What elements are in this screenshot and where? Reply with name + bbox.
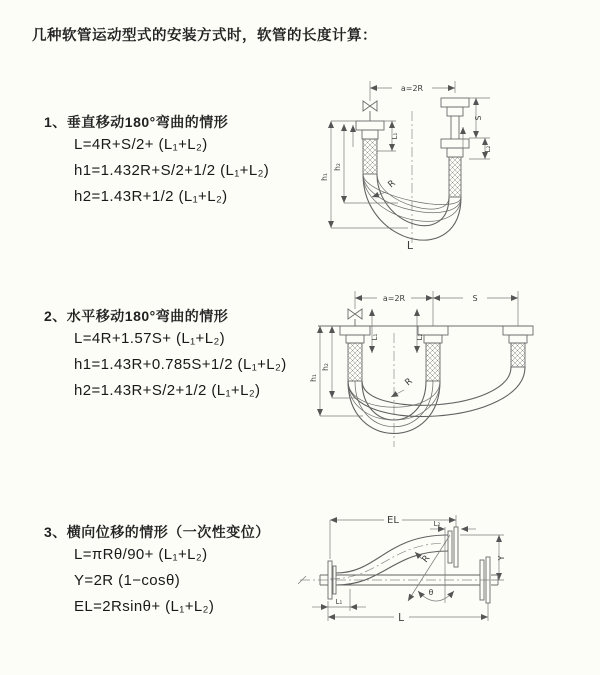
formula-line: L=πRθ/90+ (L₁+L₂)	[74, 546, 208, 563]
upper-flange	[448, 527, 458, 567]
dim-a2r-label: a=2R	[400, 84, 424, 93]
section-vertical-180	[44, 112, 269, 210]
section-3-heading: 3、横向位移的情形（一次性变位）	[44, 524, 270, 540]
dim-l1-label: L₁	[371, 333, 379, 341]
dim-s-label: S	[474, 115, 483, 121]
section-2-heading: 2、水平移动180°弯曲的情形	[44, 308, 229, 324]
dim-el-label: EL	[387, 515, 399, 526]
dim-h2-label: h₂	[321, 363, 330, 371]
radius-leader	[391, 390, 404, 397]
formula-line: h2=1.43R+1/2 (L₁+L₂)	[74, 188, 228, 205]
valve-icon	[363, 101, 377, 121]
diagram-horizontal-180-bend	[305, 283, 600, 458]
dim-length	[328, 603, 488, 621]
right-pipe-fitting	[441, 98, 469, 197]
dim-h2-label: h₂	[333, 163, 342, 171]
left-pipe-fitting	[340, 326, 370, 381]
radius-label: R	[403, 376, 415, 389]
angle-label: θ	[428, 588, 434, 597]
hose-straight	[298, 575, 494, 585]
formula-line: Y=2R (1−cosθ)	[74, 572, 181, 589]
formula-line: L=4R+1.57S+ (L₁+L₂)	[74, 330, 226, 347]
diagram-lateral-displacement	[298, 505, 600, 650]
dim-a2r	[355, 291, 518, 326]
dim-l1-label: L₁	[391, 132, 399, 140]
dim-h1-label: h₁	[320, 173, 329, 181]
radius-label: R	[386, 178, 398, 191]
left-pipe-fitting	[356, 121, 384, 174]
valve-icon	[348, 309, 362, 326]
dim-l2-label: L₂	[416, 333, 424, 341]
dim-length-label: L	[406, 239, 414, 252]
formula-line: h1=1.43R+0.785S+1/2 (L₁+L₂)	[74, 356, 287, 373]
dim-length-label: L	[398, 612, 404, 624]
right-pipe-fitting	[503, 326, 533, 367]
formula-line: EL=2Rsinθ+ (L₁+L₂)	[74, 598, 215, 615]
diagram-vertical-180-bend	[300, 75, 600, 260]
dim-a2r-label: a=2R	[382, 294, 406, 303]
formula-line: L=4R+S/2+ (L₁+L₂)	[74, 136, 208, 153]
dim-s-label: S	[472, 294, 478, 303]
dim-l2-label: L₂	[433, 520, 441, 528]
section-lateral-displacement	[44, 522, 270, 620]
formula-line: h1=1.432R+S/2+1/2 (L₁+L₂)	[74, 162, 270, 179]
page-title: 几种软管运动型式的安装方式时，软管的长度计算：	[32, 28, 377, 44]
dim-l2-label: L₂	[484, 145, 492, 153]
dim-y-label: Y	[497, 555, 506, 561]
radius-label: R	[420, 553, 433, 565]
formula-line: h2=1.43R+S/2+1/2 (L₁+L₂)	[74, 382, 261, 399]
dim-h1-label: h₁	[309, 374, 318, 382]
section-1-heading: 1、垂直移动180°弯曲的情形	[44, 114, 229, 130]
section-horizontal-180	[44, 306, 287, 404]
angle-arc	[418, 591, 454, 601]
radius-leader	[372, 192, 386, 197]
dim-l1-label: L₁	[335, 598, 343, 606]
